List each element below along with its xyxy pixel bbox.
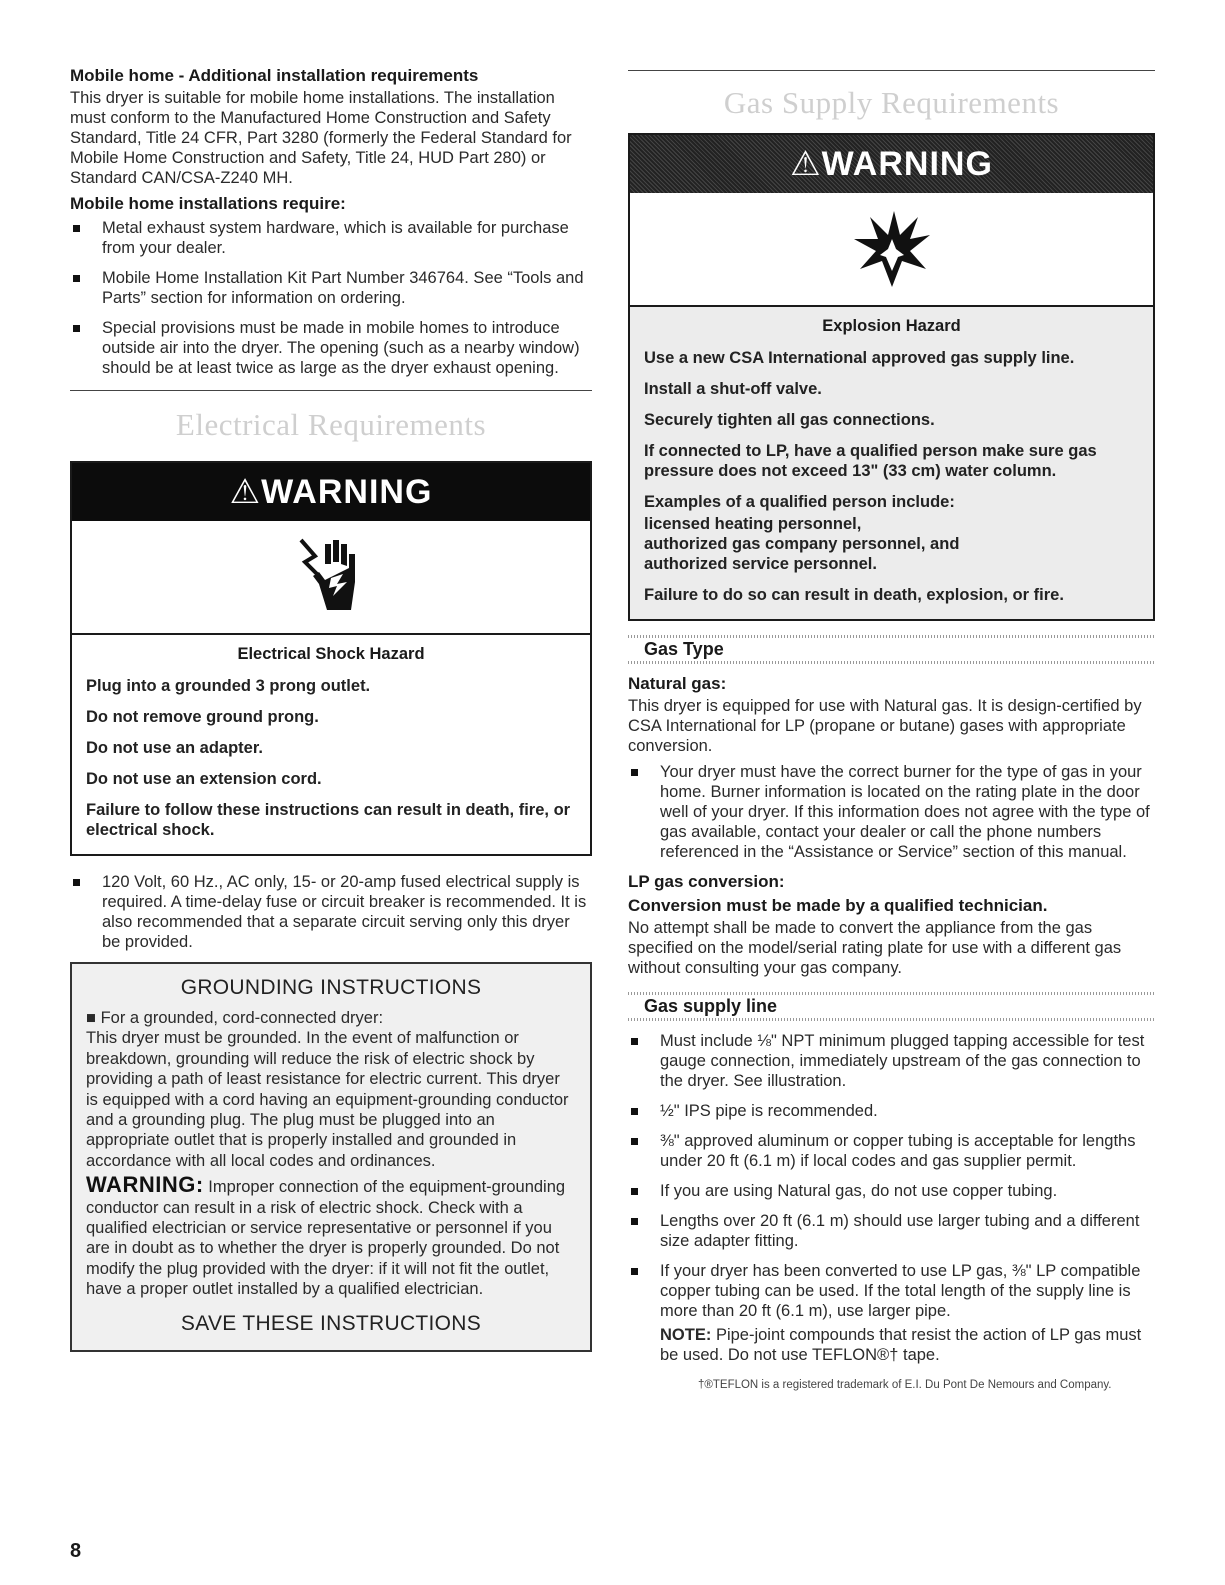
grounding-warning [86,1172,576,1299]
electrical-list [70,872,592,952]
warning-line: Use a new CSA International approved gas supply line. [644,349,1075,367]
gas-supply-list [628,1031,1155,1321]
lp-conversion-subheading: Conversion must be made by a qualified technician. [628,896,1048,915]
left-column [70,66,592,1352]
electrical-warning-box [70,461,592,856]
save-instructions: SAVE THESE INSTRUCTIONS [180,1311,482,1335]
list-item: If you are using Natural gas, do not use copper tubing. [628,1181,1155,1201]
list-item: Your dryer must have the correct burner for the type of gas in your home. Burner information is located on the rating plate in the door well of your dryer. If this information does not agree with the type of gas available, contact your dealer or call the phone numbers referenced in the “Assistance or Service” section of this manual. [628,762,1155,862]
grounding-text: This dryer must be grounded. In the event of malfunction or breakdown, grounding will reduce the risk of electric shock by providing a path of least resistance for electric current. This dryer is equipped with a cord having an equipment-grounding conductor and a grounding plug. The plug must be plugged into an appropriate outlet that is properly installed and grounded in accordance with all local codes and ordinances. [86,1029,569,1170]
lp-conversion-heading: LP gas conversion: [628,872,785,891]
natural-gas-text: This dryer is equipped for use with Natural gas. It is design-certified by CSA International for LP (propane or butane) gases with appropriate conversion. [628,697,1142,755]
list-item: Lengths over 20 ft (6.1 m) should use larger tubing and a different size adapter fitting. [628,1211,1155,1251]
grounding-warning-word: WARNING: [86,1172,204,1198]
list-item: 120 Volt, 60 Hz., AC only, 15- or 20-amp fused electrical supply is required. A time-delay fuse or circuit breaker is recommended. It is also recommended that a separate circuit serving only this dryer be provided. [70,872,592,952]
grounding-title: GROUNDING INSTRUCTIONS [180,976,482,999]
gas-section-title: Gas Supply Requirements [723,85,1060,120]
square-bullet-icon: ■ [86,1009,96,1027]
note-text: Pipe-joint compounds that resist the action of LP gas must be used. Do not use TEFLON®† tape. [660,1326,1142,1364]
warning-triangle-icon: ⚠ [229,473,262,511]
teflon-footnote: †®TEFLON is a registered trademark of E.I. Du Pont De Nemours and Company. [698,1379,1112,1391]
gas-supply-line-heading: Gas supply line [628,992,1155,1021]
warning-line: Securely tighten all gas connections. [644,411,935,429]
gas-type-heading: Gas Type [628,635,1155,664]
example-item: authorized gas company personnel, and [644,535,960,553]
page-number: 8 [70,1540,82,1562]
warning-header: ⚠WARNING [72,463,590,521]
natural-gas-list [628,762,1155,862]
warning-triangle-icon: ⚠ [790,145,822,183]
warning-line: Failure to do so can result in death, explosion, or fire. [644,586,1064,604]
list-item: Mobile Home Installation Kit Part Number 346764. See “Tools and Parts” section for information on ordering. [70,268,592,308]
gas-warning-box [628,133,1155,621]
mobile-home-heading: Mobile home - Additional installation requirements [70,66,479,85]
right-column [628,66,1155,1391]
list-item: ½" IPS pipe is recommended. [628,1101,1155,1121]
list-item: Must include ⅛" NPT minimum plugged tapping accessible for test gauge connection, immediately upstream of the gas connection to the dryer. See illustration. [628,1031,1155,1091]
note-label: NOTE: [660,1326,712,1344]
natural-gas-heading: Natural gas: [628,674,727,693]
list-item: If your dryer has been converted to use LP gas, ⅜" LP compatible copper tubing can be used. If the total length of the supply line is more than 20 ft (6.1 m), use larger pipe. [628,1261,1155,1321]
mobile-require-heading: Mobile home installations require: [70,194,346,213]
warning-line: Do not use an adapter. [86,739,263,757]
explosion-icon [630,193,1153,307]
electrical-section-title: Electrical Requirements [175,407,487,442]
lp-conversion-text: No attempt shall be made to convert the appliance from the gas specified on the model/serial rating plate for use with a different gas without consulting your gas company. [628,919,1122,977]
section-divider [70,390,592,391]
example-item: licensed heating personnel, [644,515,862,533]
list-item: ⅜" approved aluminum or copper tubing is acceptable for lengths under 20 ft (6.1 m) if local codes and gas supplier permit. [628,1131,1155,1171]
mobile-home-list [70,218,592,378]
warning-line: Do not use an extension cord. [86,770,322,788]
grounding-intro: ■ For a grounded, cord-connected dryer: [86,1009,384,1027]
example-item: authorized service personnel. [644,555,877,573]
warning-header: ⚠WARNING [630,135,1153,193]
electrical-warning-body [72,635,590,854]
gas-warning-body [630,307,1153,619]
warning-line: Failure to follow these instructions can result in death, fire, or electrical shock. [86,801,571,839]
hazard-title: Explosion Hazard [822,317,961,335]
electric-shock-icon [72,521,590,635]
section-divider [628,70,1155,71]
warning-line: Do not remove ground prong. [86,708,319,726]
list-item: Metal exhaust system hardware, which is available for purchase from your dealer. [70,218,592,258]
warning-line: Install a shut-off valve. [644,380,822,398]
grounding-instructions-box [70,962,592,1352]
warning-line: Plug into a grounded 3 prong outlet. [86,677,371,695]
hazard-title: Electrical Shock Hazard [237,645,425,663]
list-item: Special provisions must be made in mobile homes to introduce outside air into the dryer. The opening (such as a nearby window) should be at least twice as large as the dryer exhaust opening. [70,318,592,378]
warning-line: If connected to LP, have a qualified person make sure gas pressure does not exceed 13" (33 cm) water column. [644,442,1097,480]
examples-heading: Examples of a qualified person include: [644,493,955,511]
lp-note [628,1325,1155,1365]
grounding-warning-text: Improper connection of the equipment-grounding conductor can result in a risk of electric shock. Check with a qualified electrician or service representative or personnel if you are in doubt as to whether the dryer is properly grounded. Do not modify the plug provided with the dryer: if it will not fit the outlet, have a proper outlet installed by a qualified electrician. [86,1178,566,1299]
mobile-home-intro: This dryer is suitable for mobile home installations. The installation must conform to the Manufactured Home Construction and Safety Standard, Title 24 CFR, Part 3280 (formerly the Federal Standard for Mobile Home Construction and Safety, Title 24, HUD Part 280) or Standard CAN/CSA-Z240 MH. [70,89,572,187]
